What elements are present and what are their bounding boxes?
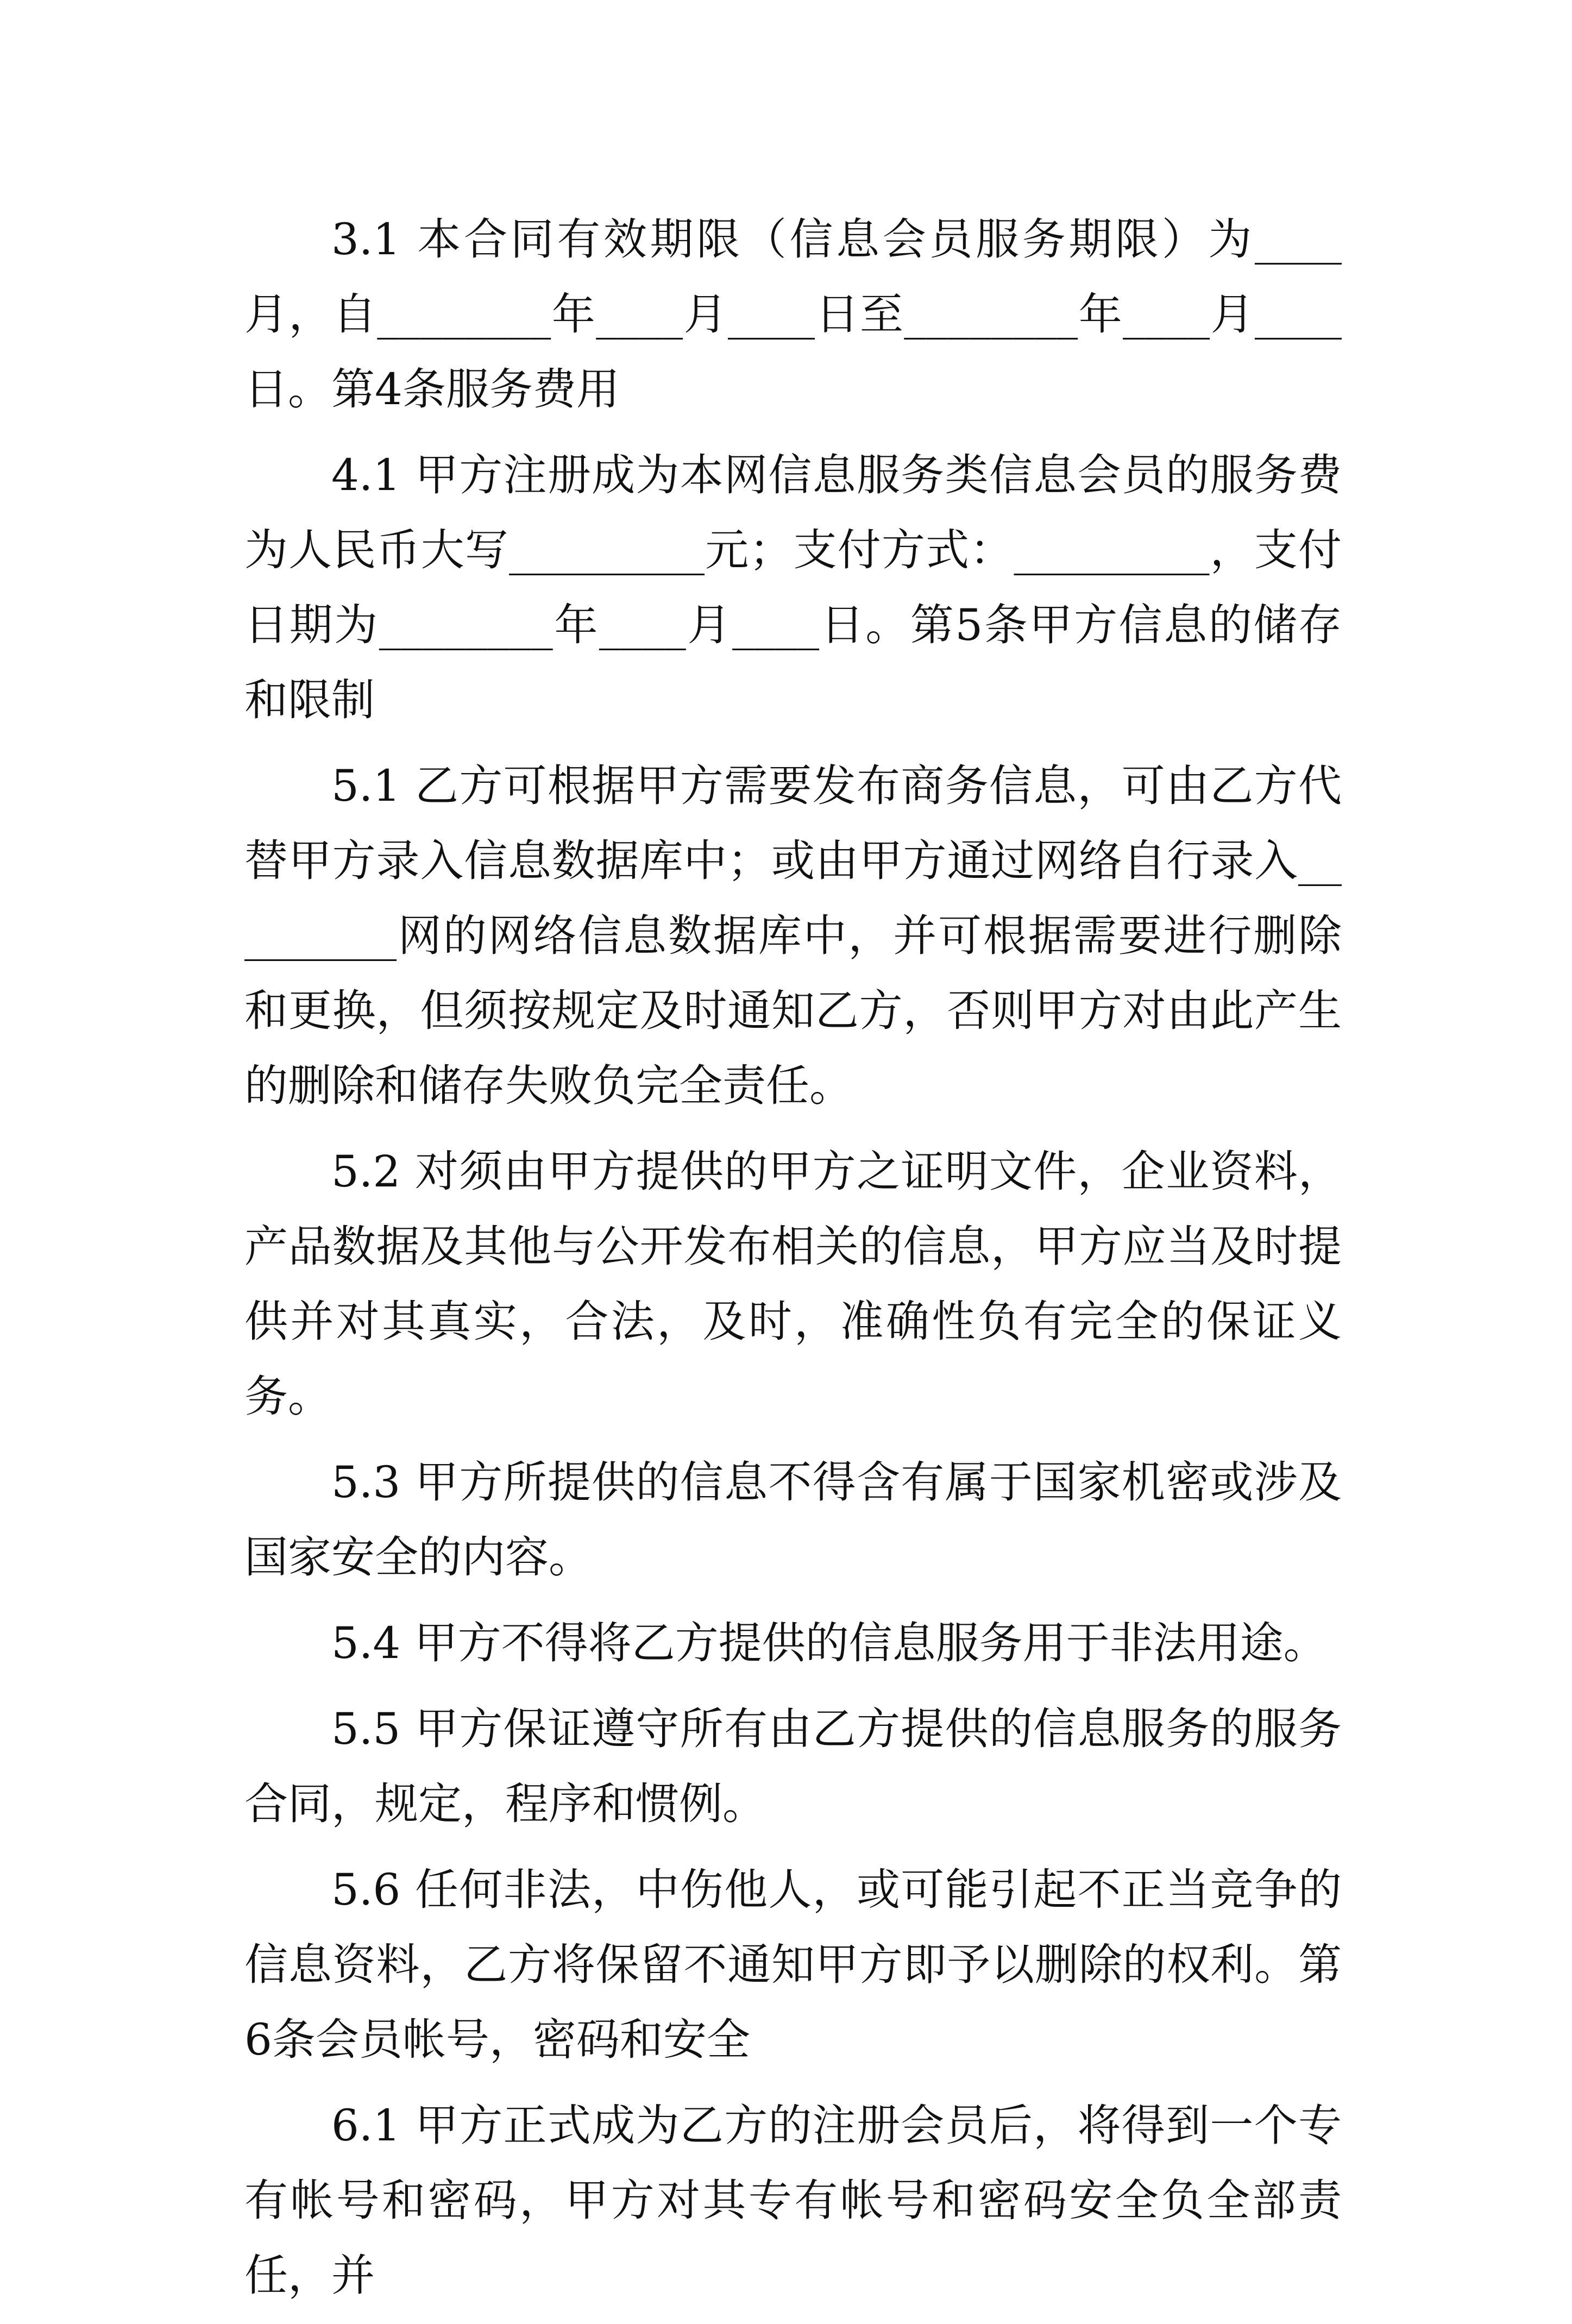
- clause-5-4: 5.4 甲方不得将乙方提供的信息服务用于非法用途。: [331, 1618, 1327, 1668]
- clause-5-5: 5.5 甲方保证遵守所有由乙方提供的信息服务的服务合同，规定，程序和惯例。: [244, 1704, 1342, 1829]
- clause-3-1: 3.1 本合同有效期限（信息会员服务期限）为____月，自________年____月____日至________年____月____日。第4条服务费用: [244, 214, 1342, 414]
- document-body: [244, 202, 1342, 2324]
- clause-4-1: 4.1 甲方注册成为本网信息服务类信息会员的服务费为人民币大写_________元；支付方式：_________，支付日期为________年____月____日。第5条甲方信息的储存和限制: [244, 450, 1342, 725]
- clause-5-6: 5.6 任何非法，中伤他人，或可能引起不正当竞争的信息资料，乙方将保留不通知甲方即予以删除的权利。第6条会员帐号，密码和安全: [244, 1864, 1342, 2065]
- clause-6-1: 6.1 甲方正式成为乙方的注册会员后，将得到一个专有帐号和密码，甲方对其专有帐号和密码安全负全部责任，并: [244, 2100, 1342, 2301]
- clause-5-2: 5.2 对须由甲方提供的甲方之证明文件，企业资料，产品数据及其他与公开发布相关的信息，甲方应当及时提供并对其真实，合法，及时，准确性负有完全的保证义务。: [244, 1146, 1342, 1422]
- clause-5-1: 5.1 乙方可根据甲方需要发布商务信息，可由乙方代替甲方录入信息数据库中；或由甲方通过网络自行录入_________网的网络信息数据库中，并可根据需要进行删除和更换，但须按规定及时通知乙方，否则甲方对由此产生的删除和储存失败负完全责任。: [244, 761, 1342, 1111]
- clause-5-3: 5.3 甲方所提供的信息不得含有属于国家机密或涉及国家安全的内容。: [244, 1457, 1342, 1582]
